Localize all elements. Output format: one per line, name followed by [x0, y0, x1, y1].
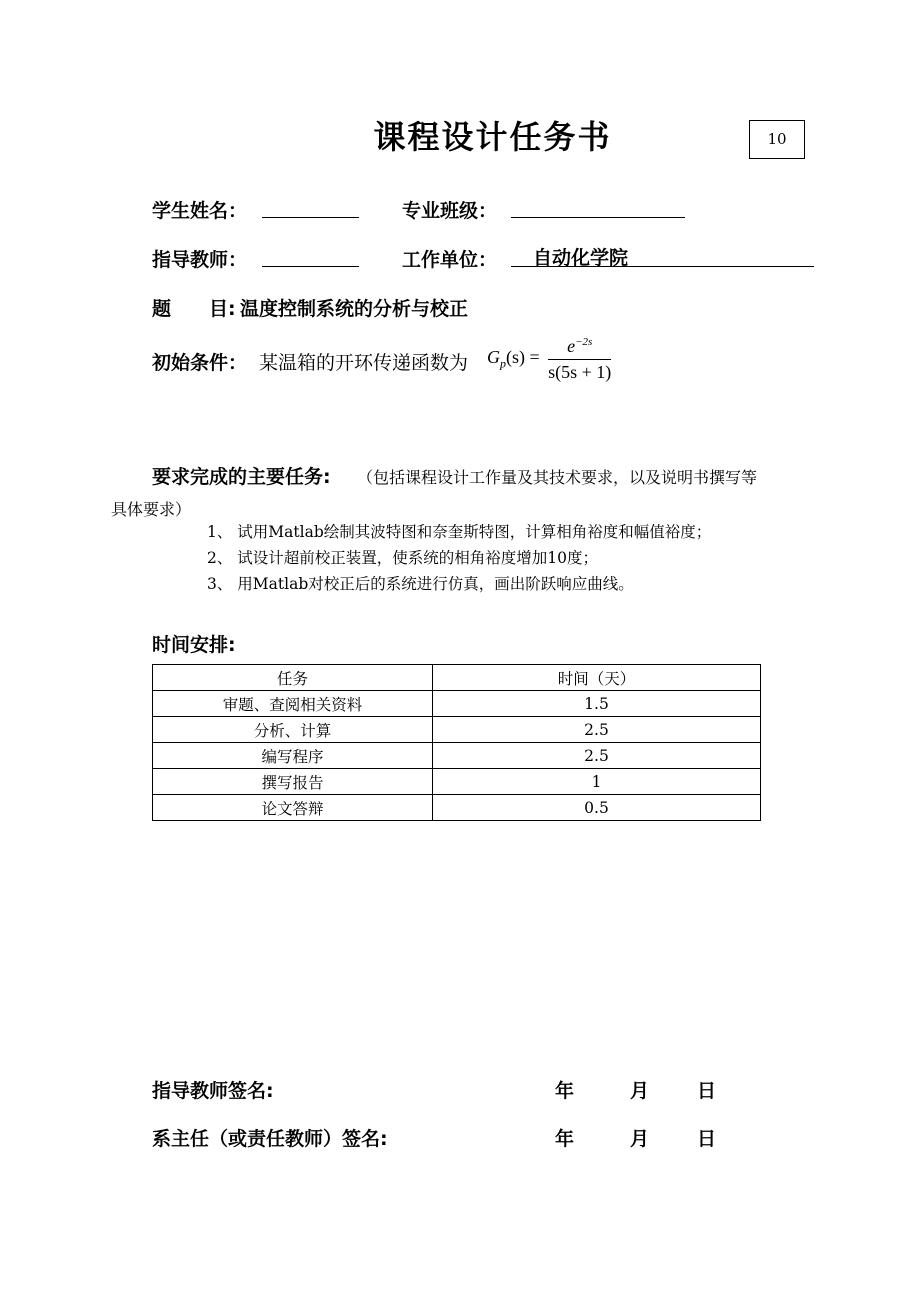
schedule-label: 时间安排:	[152, 634, 236, 656]
formula-num-exp: −2s	[575, 336, 593, 348]
major-class-field[interactable]	[511, 196, 685, 218]
list-item: 1、 试用Matlab绘制其波特图和奈奎斯特图，计算相角裕度和幅值裕度；	[207, 523, 712, 541]
major-class-label: 专业班级：	[402, 200, 498, 222]
list-item: 2、 试设计超前校正装置，使系统的相角裕度增加10度；	[207, 549, 599, 567]
table-cell: 编写程序	[153, 743, 433, 769]
table-cell: 1.5	[433, 691, 761, 717]
table-cell: 0.5	[433, 795, 761, 821]
table-header: 时间（天）	[433, 665, 761, 691]
formula-denominator: s(5s + 1)	[548, 362, 612, 382]
table-row	[153, 717, 761, 743]
requirements-label: 要求完成的主要任务:	[152, 466, 331, 488]
list-item: 3、 用Matlab对校正后的系统进行仿真，画出阶跃响应曲线。	[207, 575, 634, 593]
doc-number-box: 10	[749, 120, 805, 159]
advisor-field[interactable]	[262, 245, 359, 267]
formula-sub: p	[500, 356, 506, 371]
advisor-label: 指导教师：	[152, 249, 248, 271]
advisor-signature-label: 指导教师签名:	[152, 1080, 274, 1102]
table-cell: 审题、查阅相关资料	[153, 691, 433, 717]
table-header-row	[153, 665, 761, 691]
table-cell: 论文答辩	[153, 795, 433, 821]
schedule-table	[152, 664, 761, 821]
condition-label: 初始条件：	[152, 352, 248, 374]
month-label: 月	[630, 1128, 650, 1150]
formula-num-base: e	[567, 336, 576, 356]
work-unit-value: 自动化学院	[533, 247, 629, 269]
month-label: 月	[630, 1080, 650, 1102]
table-row	[153, 795, 761, 821]
work-unit-label: 工作单位：	[402, 249, 498, 271]
table-cell: 2.5	[433, 743, 761, 769]
formula-arg: (s) =	[506, 347, 540, 368]
year-label: 年	[555, 1128, 575, 1150]
dept-head-signature-label: 系主任（或责任教师）签名:	[152, 1128, 388, 1150]
topic-label: 题 目:	[152, 298, 236, 320]
topic-value: 温度控制系统的分析与校正	[240, 298, 469, 320]
table-row	[153, 743, 761, 769]
table-row	[153, 769, 761, 795]
page-title: 课程设计任务书	[373, 118, 612, 156]
condition-text: 某温箱的开环传递函数为	[259, 352, 469, 374]
table-header: 任务	[153, 665, 433, 691]
table-cell: 分析、计算	[153, 717, 433, 743]
requirements-note-2: 具体要求）	[111, 500, 192, 519]
requirements-note-1: （包括课程设计工作量及其技术要求，以及说明书撰写等	[357, 468, 758, 487]
table-cell: 1	[433, 769, 761, 795]
formula-fraction	[548, 336, 611, 383]
transfer-function	[487, 336, 611, 383]
year-label: 年	[555, 1080, 575, 1102]
day-label: 日	[697, 1080, 717, 1102]
table-cell: 2.5	[433, 717, 761, 743]
table-row	[153, 691, 761, 717]
student-name-label: 学生姓名：	[152, 200, 248, 222]
student-name-field[interactable]	[262, 196, 359, 218]
requirements-list	[207, 519, 711, 597]
formula-G: G	[487, 347, 500, 368]
table-cell: 撰写报告	[153, 769, 433, 795]
day-label: 日	[697, 1128, 717, 1150]
